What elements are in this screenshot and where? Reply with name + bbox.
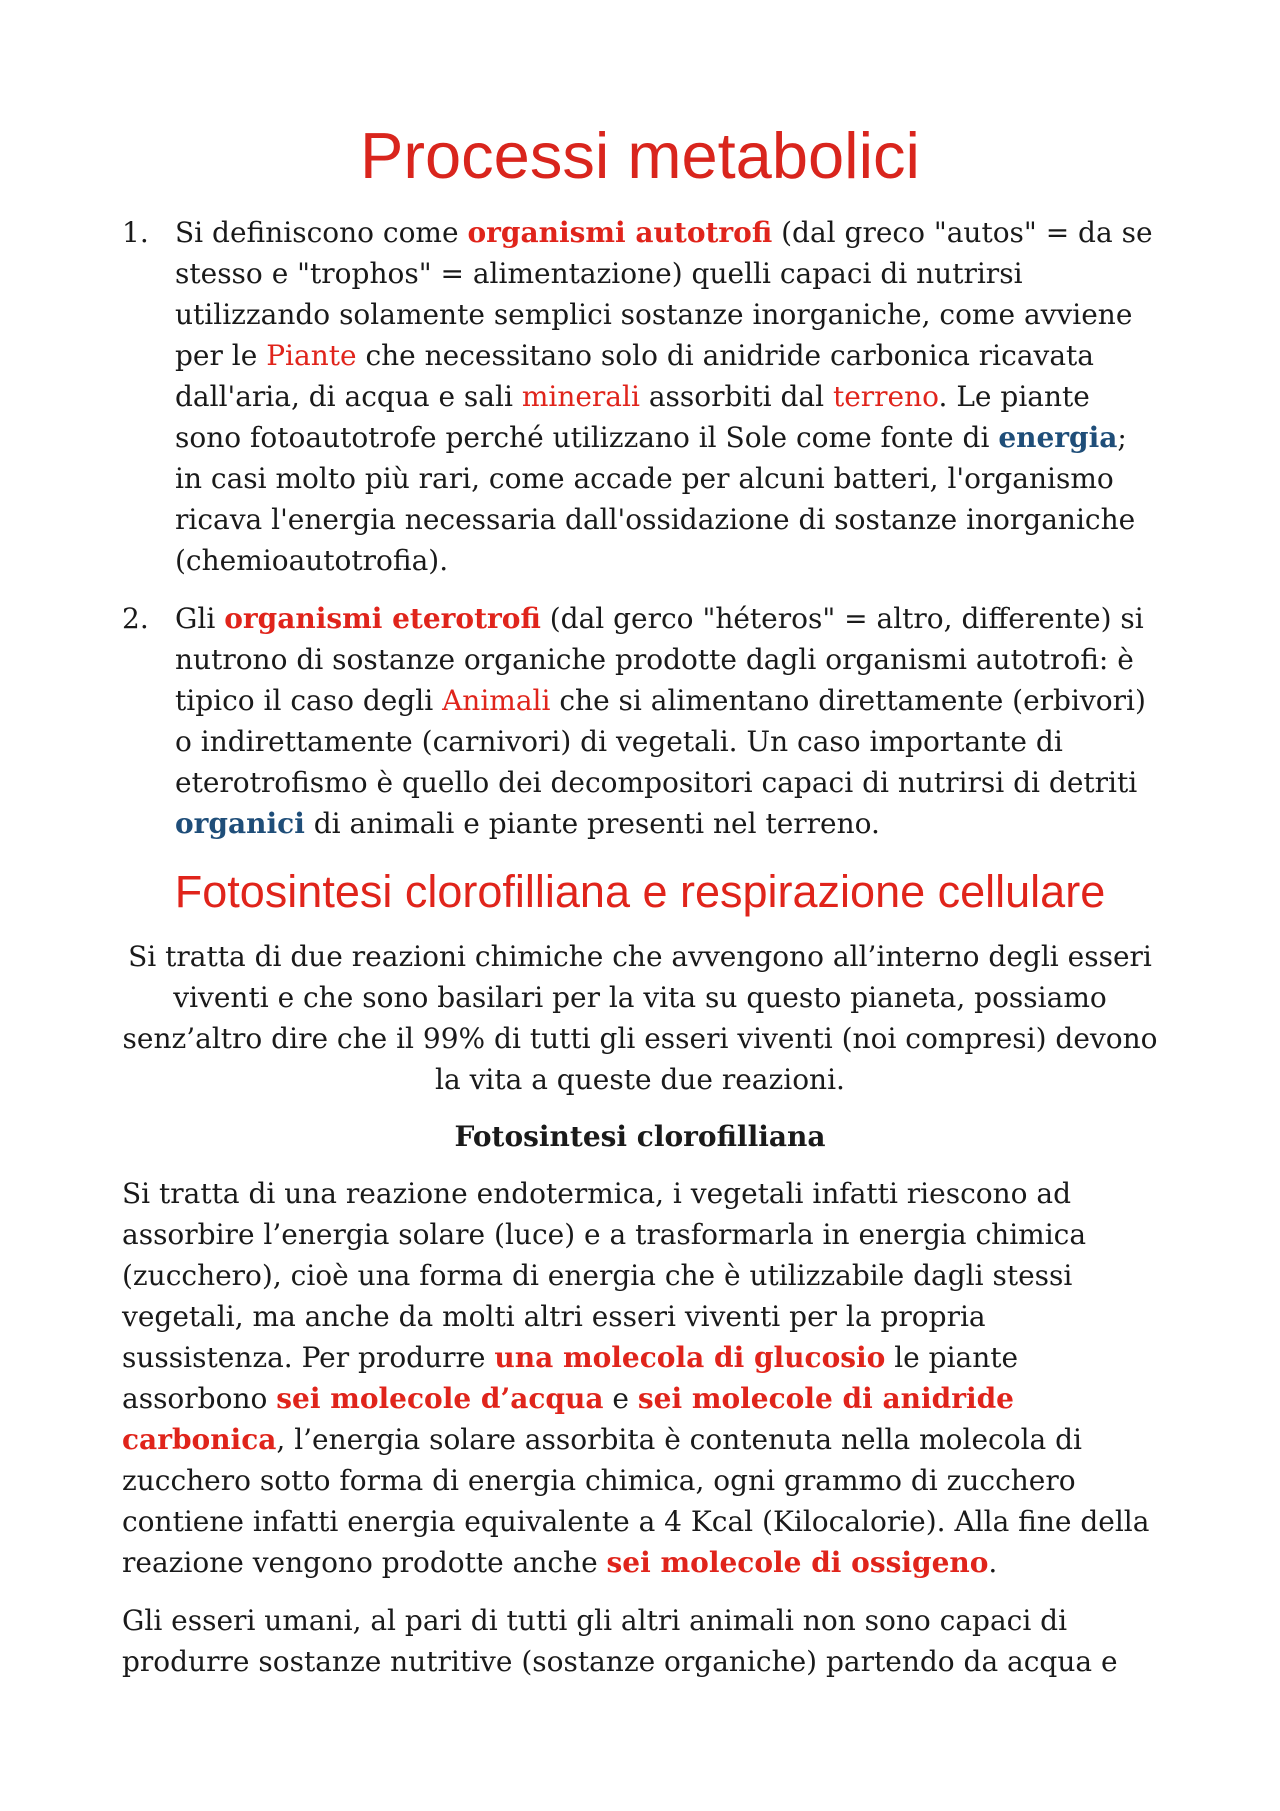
key-term: organismi eterotrofi xyxy=(224,602,541,635)
highlight-term: minerali xyxy=(521,380,640,413)
text-segment: Gli esseri umani, al pari di tutti gli altri animali non sono capaci di produrre sostanze nutritive (sostanze organiche) partendo da acqua e xyxy=(122,1604,1118,1678)
section-title: Fotosintesi clorofilliana e respirazione cellulare xyxy=(174,866,1106,917)
intro-line: senz’altro dire che il 99% di tutti gli esseri viventi (noi compresi) devono xyxy=(122,1022,1158,1055)
text-segment: di animali e piante presenti nel terreno. xyxy=(304,807,880,840)
list-item-autotrofi xyxy=(122,212,1158,581)
list-number: 2. xyxy=(122,602,149,635)
text-segment: Si definiscono come xyxy=(175,216,468,249)
organism-list xyxy=(122,212,1158,844)
text-segment: ; in casi molto più rari, come accade per alcuni batteri, l'organismo ricava l'energia necessaria dall'ossidazione di sostanze inorganiche (chemioautotrofia). xyxy=(175,421,1136,577)
text-segment: Gli xyxy=(175,602,225,635)
page-title: Processi metabolici xyxy=(360,119,920,192)
text-segment: che necessitano solo di anidride carbonica ricavata dall'aria, di acqua e sali xyxy=(175,339,1094,413)
photosynthesis-paragraph xyxy=(122,1173,1158,1583)
key-term: sei molecole di anidride carbonica xyxy=(122,1382,1014,1456)
text-segment: le piante assorbono xyxy=(122,1341,1019,1415)
highlight-term: terreno xyxy=(832,380,939,413)
humans-paragraph xyxy=(122,1600,1158,1682)
intro-line: viventi e che sono basilari per la vita su questo pianeta, possiamo xyxy=(173,981,1107,1014)
subsection-title: Fotosintesi clorofilliana xyxy=(454,1120,826,1153)
highlight-term: Piante xyxy=(266,339,357,372)
list-item-text xyxy=(175,216,1153,577)
text-segment: , l’energia solare assorbita è contenuta nella molecola di zucchero sotto forma di energia chimica, ogni grammo di zucchero contiene infatti energia equivalente a 4 Kcal (Kilocalorie). Alla fine della reazione vengono prodotte anche xyxy=(122,1423,1150,1579)
highlight-term: Animali xyxy=(442,684,551,717)
text-segment: Si tratta di una reazione endotermica, i vegetali infatti riescono ad assorbire l’energia solare (luce) e a trasformarla in energia chimica (zucchero), cioè una forma di energia che è utilizzabile dagli stessi vegetali, ma anche da molti altri esseri viventi per la propria sussistenza. Per produrre xyxy=(122,1177,1087,1374)
key-term: sei molecole di ossigeno xyxy=(606,1546,989,1579)
key-term: una molecola di glucosio xyxy=(494,1341,886,1374)
text-segment: che si alimentano direttamente (erbivori) o indirettamente (carnivori) di vegetali. Un caso importante di eterotrofismo è quello dei decompositori capaci di nutrirsi di detriti xyxy=(175,684,1146,799)
list-number: 1. xyxy=(122,216,149,249)
list-item-eterotrofi xyxy=(122,598,1158,844)
text-segment: e xyxy=(603,1382,638,1415)
emphasis-term: energia xyxy=(998,421,1118,454)
intro-line: Si tratta di due reazioni chimiche che avvengono all’interno degli esseri xyxy=(128,940,1152,973)
text-segment: (dal gerco "héteros" = altro, differente) si nutrono di sostanze organiche prodotte dagli organismi autotrofi: è tipico il caso degli xyxy=(175,602,1144,717)
key-term: sei molecole d’acqua xyxy=(276,1382,604,1415)
text-segment: assorbiti dal xyxy=(639,380,833,413)
list-item-text xyxy=(175,602,1146,840)
text-segment: . Le piante sono fotoautotrofe perché utilizzano il Sole come fonte di xyxy=(175,380,1090,454)
intro-line: la vita a queste due reazioni. xyxy=(435,1063,845,1096)
text-segment: . xyxy=(988,1546,998,1579)
intro-paragraph xyxy=(122,936,1158,1100)
key-term: organismi autotrofi xyxy=(467,216,773,249)
emphasis-term: organici xyxy=(175,807,305,840)
text-segment: (dal greco "autos" = da se stesso e "trophos" = alimentazione) quelli capaci di nutrirsi utilizzando solamente semplici sostanze inorganiche, come avviene per le xyxy=(175,216,1153,372)
